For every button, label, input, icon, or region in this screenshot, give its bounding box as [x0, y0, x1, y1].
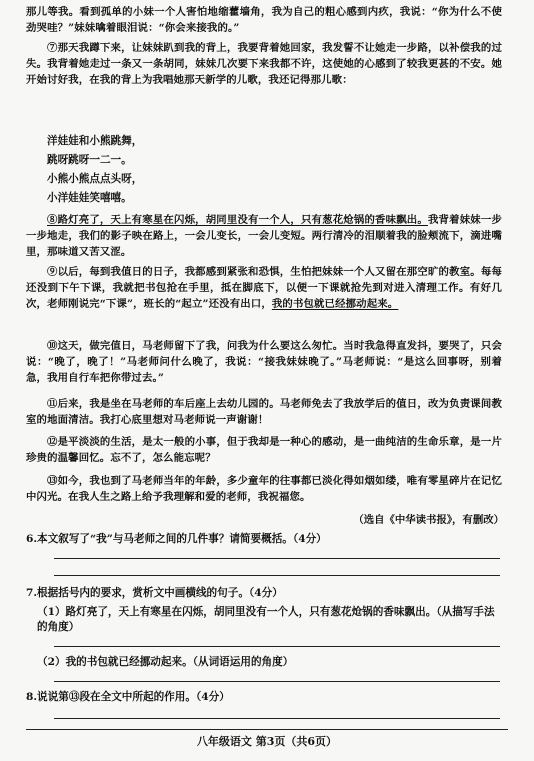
passage-paragraph-intro: 那儿等我。看到孤单的小妹一个人害怕地缩藿墙角，我为自己的粗心感到内疚，我说：“你为什么不使劲哭哇？”妹妹噙着眼泪说：“你会来接我的。”: [26, 6, 502, 35]
question-7-part-1: （1）路灯亮了，天上有寒星在闪烁，胡同里没有一个人，只有葱花炝锅的香味飘出。（从描写手法的角度）: [37, 606, 495, 633]
passage-paragraph-11: ⑪后来，我是坐在马老师的车后座上去幼儿园的。马老师免去了我放学后的值日，改为负责课间教室的地面清洁。我打心底里想对马老师说一声谢谢！: [26, 398, 502, 427]
footer-divider: [26, 729, 508, 730]
underlined-sentence-schoolbag: 我的书包就已经挪动起来。: [271, 298, 399, 311]
paragraph-9-main: ⑨以后，每到我值日的日子，我都感到紧张和恐惧，生怕把妹妹一个人又留在那空旷的教室。每每还没到下午下课，我就把书包抢在手里，抵在脚底下，以便一下课就抢先到对进入清理工作。有好几次，老师刚说完“下课”，班长的“起立”还没有出口，: [26, 266, 502, 311]
answer-line-q6-1[interactable]: [54, 558, 500, 559]
answer-line-q7-1[interactable]: [54, 646, 500, 647]
question-8: 8.说说第⑬段在全文中所起的作用。（4分）: [26, 691, 230, 703]
paragraph-8-rest: 我背着妹妹一步一步地走，我们的影子映在路上，一会儿变长，一会儿变短。两行清冷的泪顺着我的脸颊流下，滴进嘴里，那味道又苦又涩。: [26, 214, 502, 259]
passage-paragraph-9: [26, 264, 502, 313]
page-footer: 八年级语文 第3页（共6页）: [196, 735, 338, 748]
passage-paragraph-7: ⑦那天我蹲下来，让妹妹趴到我的背上，我要背着她回家，我发誓不让她走一步路，以补偿我的过失。我背着她走过一条又一条胡同，妹妹几次要下来我都不许，这使她的心感到了较我更甚的不安。她开始讨好我，在我的背上为我唱她那天新学的儿歌，我还记得那儿歌：: [26, 42, 502, 87]
question-7: 7.根据括号内的要求，赏析文中画横线的句子。（4分）: [26, 587, 283, 599]
poem-line-1: 洋娃娃和小熊跳舞，: [47, 135, 143, 147]
passage-paragraph-12: ⑫是平淡淡的生活，是太一般的小事，但于我却是一种心的感动，是一曲纯洁的生命乐章，是一片珍贵的温馨回忆。忘不了，怎么能忘呢？: [26, 436, 502, 465]
passage-paragraph-10: ⑩这天，做完值日，马老师留下了我，问我为什么要这么匆忙。当时我急得直发抖，要哭了，只会说：“晚了，晚了！”马老师问什么晚了，我说：“接我妹妹晚了。”马老师说：“是这么回事呀，别着急，我用自行车把你带过去。”: [26, 340, 502, 385]
passage-paragraph-13: ⑬如今，我也到了马老师当年的年龄，多少童年的往事都已淡化得如烟如缕，唯有零星碎片在记忆中闪光。在我人生之路上给予我理解和爱的老师，我祝福您。: [26, 475, 502, 504]
answer-line-q6-2[interactable]: [54, 575, 500, 576]
poem-line-3: 小熊小熊点点头呀，: [47, 173, 143, 185]
passage-paragraph-8: [26, 212, 502, 261]
answer-line-q7-2[interactable]: [54, 681, 500, 682]
underlined-sentence-lamp: ⑧路灯亮了，天上有寒星在闪烁，胡同里没有一个人，只有葱花炝锅的香味飘出。: [47, 214, 428, 226]
poem-line-2: 跳呀跳呀一二一。: [47, 154, 132, 166]
poem-line-4: 小洋娃娃笑嘻嘻。: [47, 192, 132, 204]
question-6: 6.本文叙写了“我”与马老师之间的几件事？请简要概括。（4分）: [26, 533, 327, 545]
question-7-part-2: （2）我的书包就已经挪动起来。（从词语运用的角度）: [37, 656, 294, 668]
answer-line-q8-1[interactable]: [54, 718, 500, 719]
passage-source: （选自《中华读书报》，有删改）: [353, 514, 504, 526]
